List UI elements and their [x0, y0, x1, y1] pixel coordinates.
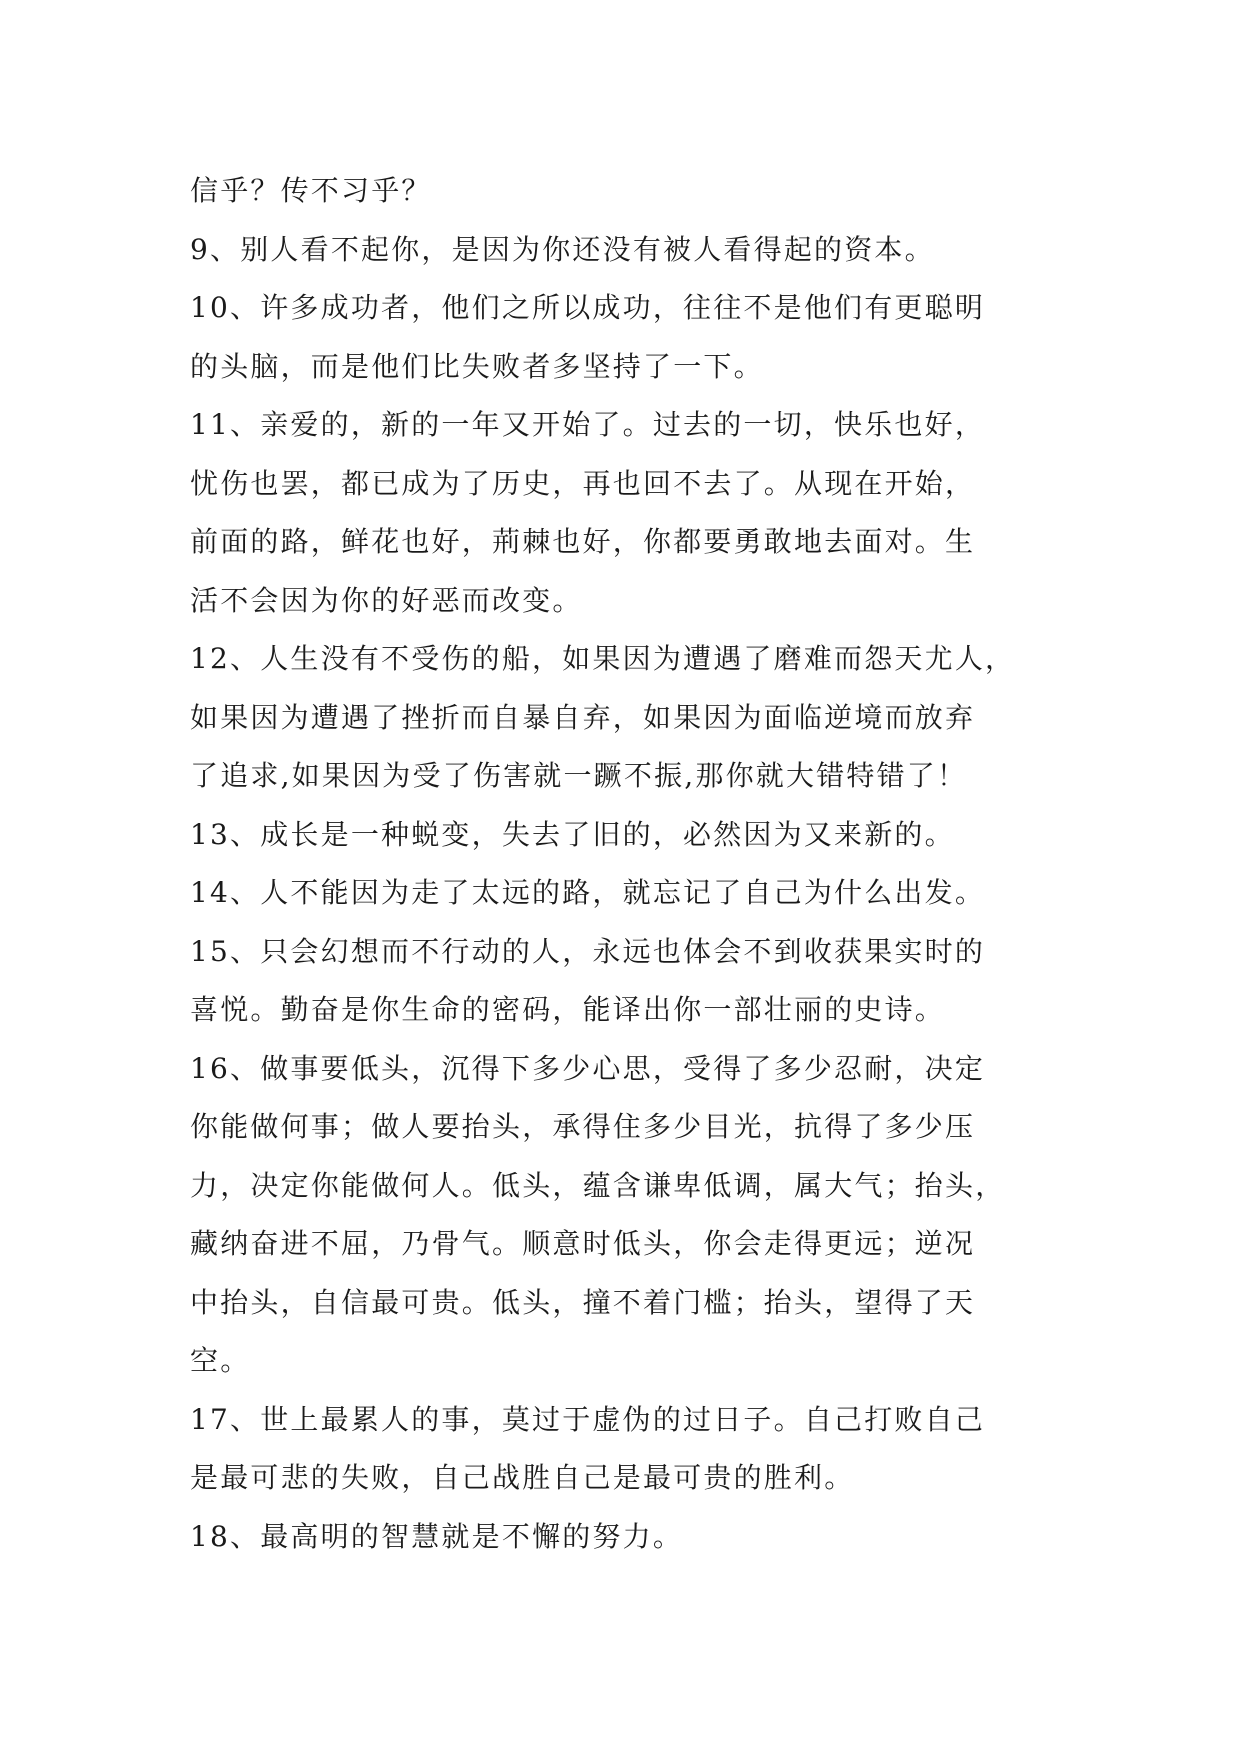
- text-line: 11、亲爱的，新的一年又开始了。过去的一切，快乐也好，: [190, 408, 986, 441]
- text-line: 空。: [190, 1344, 251, 1377]
- text-line: 10、许多成功者，他们之所以成功，往往不是他们有更聪明: [190, 291, 986, 324]
- text-line: 15、只会幻想而不行动的人，永远也体会不到收获果实时的: [190, 934, 986, 968]
- text-line: 17、世上最累人的事，莫过于虚伪的过日子。自己打败自己: [190, 1402, 986, 1436]
- text-line: 如果因为遭遇了挫折而自暴自弃，如果因为面临逆境而放弃: [190, 700, 976, 734]
- text-line: 是最可悲的失败，自己战胜自己是最可贵的胜利。: [190, 1461, 855, 1494]
- document-body: [190, 162, 1090, 1566]
- text-line: 了追求,如果因为受了伤害就一蹶不振,那你就大错特错了！: [190, 759, 968, 792]
- text-line: 你能做何事；做人要抬头，承得住多少目光，抗得了多少压: [190, 1110, 976, 1143]
- text-line: 藏纳奋进不屈，乃骨气。顺意时低头，你会走得更远；逆况: [190, 1227, 976, 1260]
- text-line: 中抬头，自信最可贵。低头，撞不着门槛；抬头，望得了天: [190, 1285, 976, 1319]
- text-line: 忧伤也罢，都已成为了历史，再也回不去了。从现在开始，: [190, 466, 976, 500]
- text-line: 12、人生没有不受伤的船，如果因为遭遇了磨难而怨天尤人，: [190, 642, 1016, 675]
- text-line: 14、人不能因为走了太远的路，就忘记了自己为什么出发。: [190, 876, 986, 909]
- text-line: 16、做事要低头，沉得下多少心思，受得了多少忍耐，决定: [190, 1051, 986, 1085]
- text-line: 13、成长是一种蜕变，失去了旧的，必然因为又来新的。: [190, 817, 955, 851]
- text-line: 18、最高明的智慧就是不懈的努力。: [190, 1519, 684, 1553]
- text-line: 喜悦。勤奋是你生命的密码，能译出你一部壮丽的史诗。: [190, 993, 946, 1026]
- text-line: 的头脑，而是他们比失败者多坚持了一下。: [190, 349, 764, 383]
- text-line: 活不会因为你的好恶而改变。: [190, 583, 583, 617]
- text-line: 信乎？传不习乎？: [190, 174, 432, 207]
- text-line: 前面的路，鲜花也好，荊棘也好，你都要勇敢地去面对。生: [190, 525, 976, 558]
- text-line: 力，决定你能做何人。低头，蕴含谦卑低调，属大气；抬头，: [190, 1168, 1006, 1202]
- text-line: 9、别人看不起你，是因为你还没有被人看得起的资本。: [190, 232, 935, 266]
